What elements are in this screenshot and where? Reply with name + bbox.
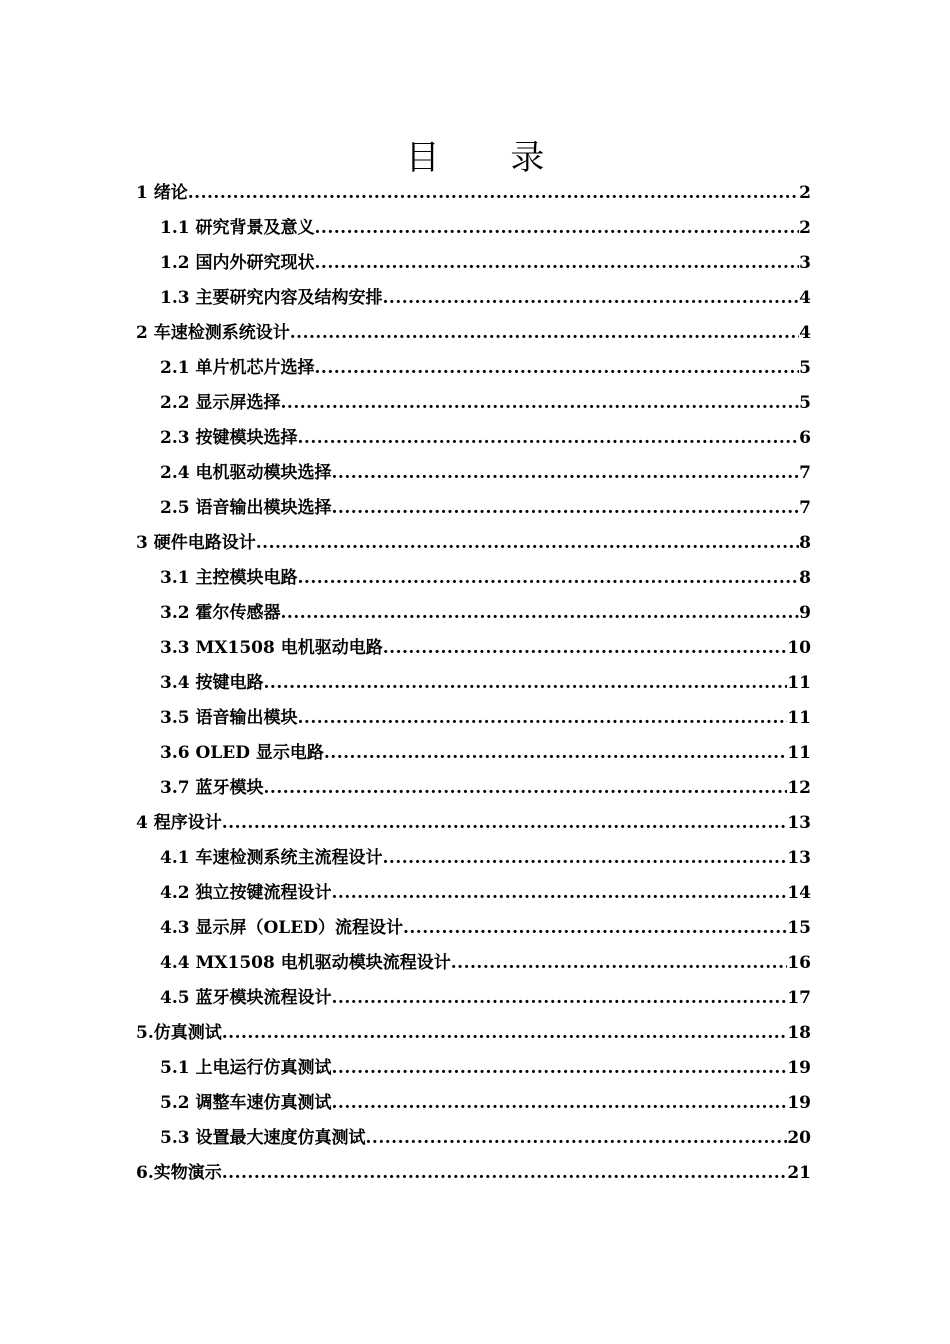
toc-entry[interactable] — [136, 526, 811, 561]
table-of-contents — [136, 176, 811, 1191]
page-title: 目 录 — [405, 138, 575, 178]
toc-entry-label: 1.3 主要研究内容及结构安排 — [160, 288, 383, 308]
toc-entry-page: 2 — [799, 183, 811, 203]
toc-entry[interactable] — [136, 1016, 811, 1051]
toc-entry-label: 2.4 电机驱动模块选择 — [160, 463, 332, 483]
toc-entry-page: 20 — [787, 1128, 811, 1148]
toc-entry[interactable] — [136, 351, 811, 386]
toc-entry-page: 8 — [799, 568, 811, 588]
toc-entry-label: 1.2 国内外研究现状 — [160, 253, 315, 273]
toc-dot-leader — [332, 876, 788, 911]
toc-entry-page: 16 — [787, 953, 811, 973]
toc-entry-page: 11 — [787, 743, 811, 763]
toc-entry-page: 4 — [799, 288, 811, 308]
toc-entry-label: 5.3 设置最大速度仿真测试 — [160, 1128, 366, 1148]
toc-entry-label: 3.6 OLED 显示电路 — [160, 743, 324, 763]
toc-entry[interactable] — [136, 736, 811, 771]
toc-dot-leader — [222, 806, 788, 841]
toc-entry-label: 2 车速检测系统设计 — [136, 323, 290, 343]
toc-entry-label: 4.2 独立按键流程设计 — [160, 883, 332, 903]
toc-entry[interactable] — [136, 841, 811, 876]
toc-dot-leader — [281, 596, 800, 631]
toc-dot-leader — [298, 421, 800, 456]
toc-entry[interactable] — [136, 1086, 811, 1121]
toc-dot-leader — [222, 1016, 788, 1051]
toc-dot-leader — [298, 701, 788, 736]
toc-entry-label: 3.7 蓝牙模块 — [160, 778, 264, 798]
toc-entry-label: 3 硬件电路设计 — [136, 533, 256, 553]
toc-entry-label: 4.4 MX1508 电机驱动模块流程设计 — [160, 953, 451, 973]
toc-entry[interactable] — [136, 1121, 811, 1156]
toc-entry-page: 8 — [799, 533, 811, 553]
toc-entry-page: 2 — [799, 218, 811, 238]
toc-entry-page: 10 — [787, 638, 811, 658]
toc-entry-label: 5.仿真测试 — [136, 1023, 222, 1043]
toc-entry-page: 9 — [799, 603, 811, 623]
toc-dot-leader — [281, 386, 800, 421]
toc-dot-leader — [383, 281, 800, 316]
toc-entry[interactable] — [136, 316, 811, 351]
toc-entry-label: 3.5 语音输出模块 — [160, 708, 298, 728]
toc-entry-page: 13 — [787, 813, 811, 833]
toc-entry[interactable] — [136, 806, 811, 841]
toc-dot-leader — [315, 246, 800, 281]
toc-entry[interactable] — [136, 596, 811, 631]
toc-entry[interactable] — [136, 876, 811, 911]
toc-dot-leader — [451, 946, 788, 981]
toc-dot-leader — [315, 351, 800, 386]
toc-entry[interactable] — [136, 666, 811, 701]
toc-dot-leader — [383, 841, 788, 876]
toc-entry[interactable] — [136, 561, 811, 596]
toc-entry-page: 7 — [799, 498, 811, 518]
toc-entry[interactable] — [136, 176, 811, 211]
toc-entry-label: 5.1 上电运行仿真测试 — [160, 1058, 332, 1078]
toc-entry-page: 11 — [787, 673, 811, 693]
toc-dot-leader — [332, 491, 800, 526]
toc-entry-page: 14 — [787, 883, 811, 903]
toc-dot-leader — [290, 316, 799, 351]
toc-dot-leader — [332, 981, 788, 1016]
toc-entry-page: 3 — [799, 253, 811, 273]
toc-entry[interactable] — [136, 246, 811, 281]
toc-entry-page: 19 — [787, 1093, 811, 1113]
toc-dot-leader — [188, 176, 799, 211]
toc-entry-label: 3.3 MX1508 电机驱动电路 — [160, 638, 383, 658]
toc-dot-leader — [264, 666, 788, 701]
toc-dot-leader — [264, 771, 788, 806]
toc-entry-label: 3.4 按键电路 — [160, 673, 264, 693]
toc-dot-leader — [403, 911, 787, 946]
toc-entry[interactable] — [136, 701, 811, 736]
toc-entry-label: 1 绪论 — [136, 183, 188, 203]
toc-entry-page: 15 — [787, 918, 811, 938]
toc-dot-leader — [383, 631, 788, 666]
toc-entry-page: 12 — [787, 778, 811, 798]
toc-dot-leader — [315, 211, 800, 246]
toc-entry-label: 4.1 车速检测系统主流程设计 — [160, 848, 383, 868]
toc-entry-page: 6 — [799, 428, 811, 448]
toc-entry[interactable] — [136, 386, 811, 421]
toc-entry[interactable] — [136, 1156, 811, 1191]
toc-dot-leader — [366, 1121, 788, 1156]
toc-entry[interactable] — [136, 981, 811, 1016]
toc-entry-label: 4.3 显示屏（OLED）流程设计 — [160, 918, 403, 938]
toc-entry-page: 13 — [787, 848, 811, 868]
toc-entry-label: 3.1 主控模块电路 — [160, 568, 298, 588]
toc-entry-page: 7 — [799, 463, 811, 483]
toc-dot-leader — [332, 1051, 788, 1086]
toc-entry-label: 4.5 蓝牙模块流程设计 — [160, 988, 332, 1008]
toc-entry-page: 4 — [799, 323, 811, 343]
toc-entry[interactable] — [136, 1051, 811, 1086]
toc-entry-label: 1.1 研究背景及意义 — [160, 218, 315, 238]
toc-entry[interactable] — [136, 946, 811, 981]
toc-entry-page: 19 — [787, 1058, 811, 1078]
toc-dot-leader — [324, 736, 787, 771]
toc-entry[interactable] — [136, 631, 811, 666]
toc-entry[interactable] — [136, 421, 811, 456]
toc-entry-label: 6.实物演示 — [136, 1163, 222, 1183]
toc-entry[interactable] — [136, 281, 811, 316]
toc-entry[interactable] — [136, 911, 811, 946]
toc-dot-leader — [332, 1086, 788, 1121]
toc-entry-page: 18 — [787, 1023, 811, 1043]
toc-entry[interactable] — [136, 456, 811, 491]
toc-dot-leader — [222, 1156, 788, 1191]
toc-entry-label: 2.3 按键模块选择 — [160, 428, 298, 448]
toc-entry-page: 17 — [787, 988, 811, 1008]
toc-entry[interactable] — [136, 771, 811, 806]
toc-entry-label: 2.5 语音输出模块选择 — [160, 498, 332, 518]
toc-dot-leader — [332, 456, 800, 491]
toc-entry-page: 11 — [787, 708, 811, 728]
toc-entry-page: 5 — [799, 358, 811, 378]
toc-entry-page: 5 — [799, 393, 811, 413]
toc-entry-page: 21 — [787, 1163, 811, 1183]
toc-entry[interactable] — [136, 211, 811, 246]
toc-entry-label: 5.2 调整车速仿真测试 — [160, 1093, 332, 1113]
toc-entry-label: 2.2 显示屏选择 — [160, 393, 281, 413]
toc-entry[interactable] — [136, 491, 811, 526]
toc-dot-leader — [256, 526, 799, 561]
toc-entry-label: 2.1 单片机芯片选择 — [160, 358, 315, 378]
toc-dot-leader — [298, 561, 800, 596]
toc-entry-label: 3.2 霍尔传感器 — [160, 603, 281, 623]
toc-entry-label: 4 程序设计 — [136, 813, 222, 833]
